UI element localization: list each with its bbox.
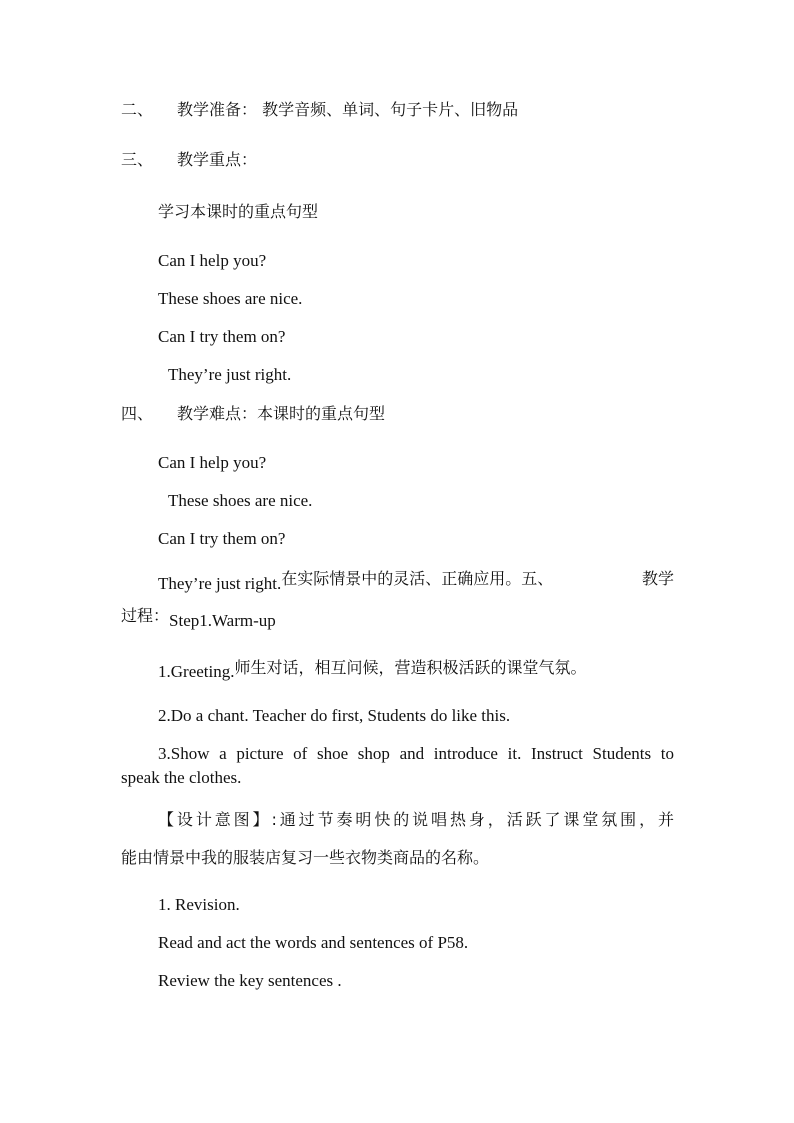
revision-title: 1. Revision.: [158, 895, 240, 914]
greeting-cn: 师生对话，相互问候，营造积极活跃的课堂气氛。: [234, 658, 587, 677]
section-text: 教学难点：本课时的重点句型: [177, 404, 386, 423]
step1-heading: Step1.Warm-up: [169, 611, 276, 630]
section-2-preparation: [121, 99, 518, 121]
design-intent-line-2: 能由情景中我的服装店复习一些衣物类商品的名称。: [121, 848, 490, 867]
revision-review: Review the key sentences .: [158, 971, 342, 990]
show-picture-line: 3.Show a picture of shoe shop and introduce it. Instruct Students to: [158, 744, 674, 763]
section-text: 教学重点：: [177, 150, 258, 169]
section-4-difficulty: [121, 403, 385, 425]
section-number: 三、: [121, 150, 154, 169]
section-number: 四、: [121, 404, 154, 423]
focus-sentence: They’re just right.: [168, 365, 292, 384]
section-text: 教学准备： 教学音频、单词、句子卡片、旧物品: [177, 100, 519, 119]
application-text: 在实际情景中的灵活、正确应用。五、: [281, 569, 554, 588]
section-3-focus: [121, 149, 257, 171]
focus-sentence: Can I help you?: [158, 251, 267, 270]
difficulty-last-sentence: They’re just right.: [158, 574, 282, 593]
focus-sentence: Can I try them on?: [158, 327, 286, 346]
difficulty-sentence: Can I help you?: [158, 453, 267, 472]
focus-sentence: These shoes are nice.: [158, 289, 303, 308]
greeting-en: 1.Greeting.: [158, 662, 235, 681]
revision-read: Read and act the words and sentences of P58.: [158, 933, 469, 952]
process-line: [121, 605, 276, 630]
show-picture-line-2: speak the clothes.: [121, 768, 242, 787]
section-5-label-part: 教学: [641, 569, 674, 588]
design-intent-line: 【设计意图】:通过节奏明快的说唱热身，活跃了课堂氛围，并: [158, 810, 674, 829]
process-label: 过程：: [121, 606, 170, 625]
difficulty-application-line: [158, 568, 674, 593]
difficulty-sentence: These shoes are nice.: [168, 491, 313, 510]
focus-intro: 学习本课时的重点句型: [158, 202, 319, 221]
difficulty-sentence: Can I try them on?: [158, 529, 286, 548]
greeting-line: [158, 657, 587, 679]
chant-line: 2.Do a chant. Teacher do first, Students do like this.: [158, 706, 511, 725]
section-number: 二、: [121, 100, 154, 119]
